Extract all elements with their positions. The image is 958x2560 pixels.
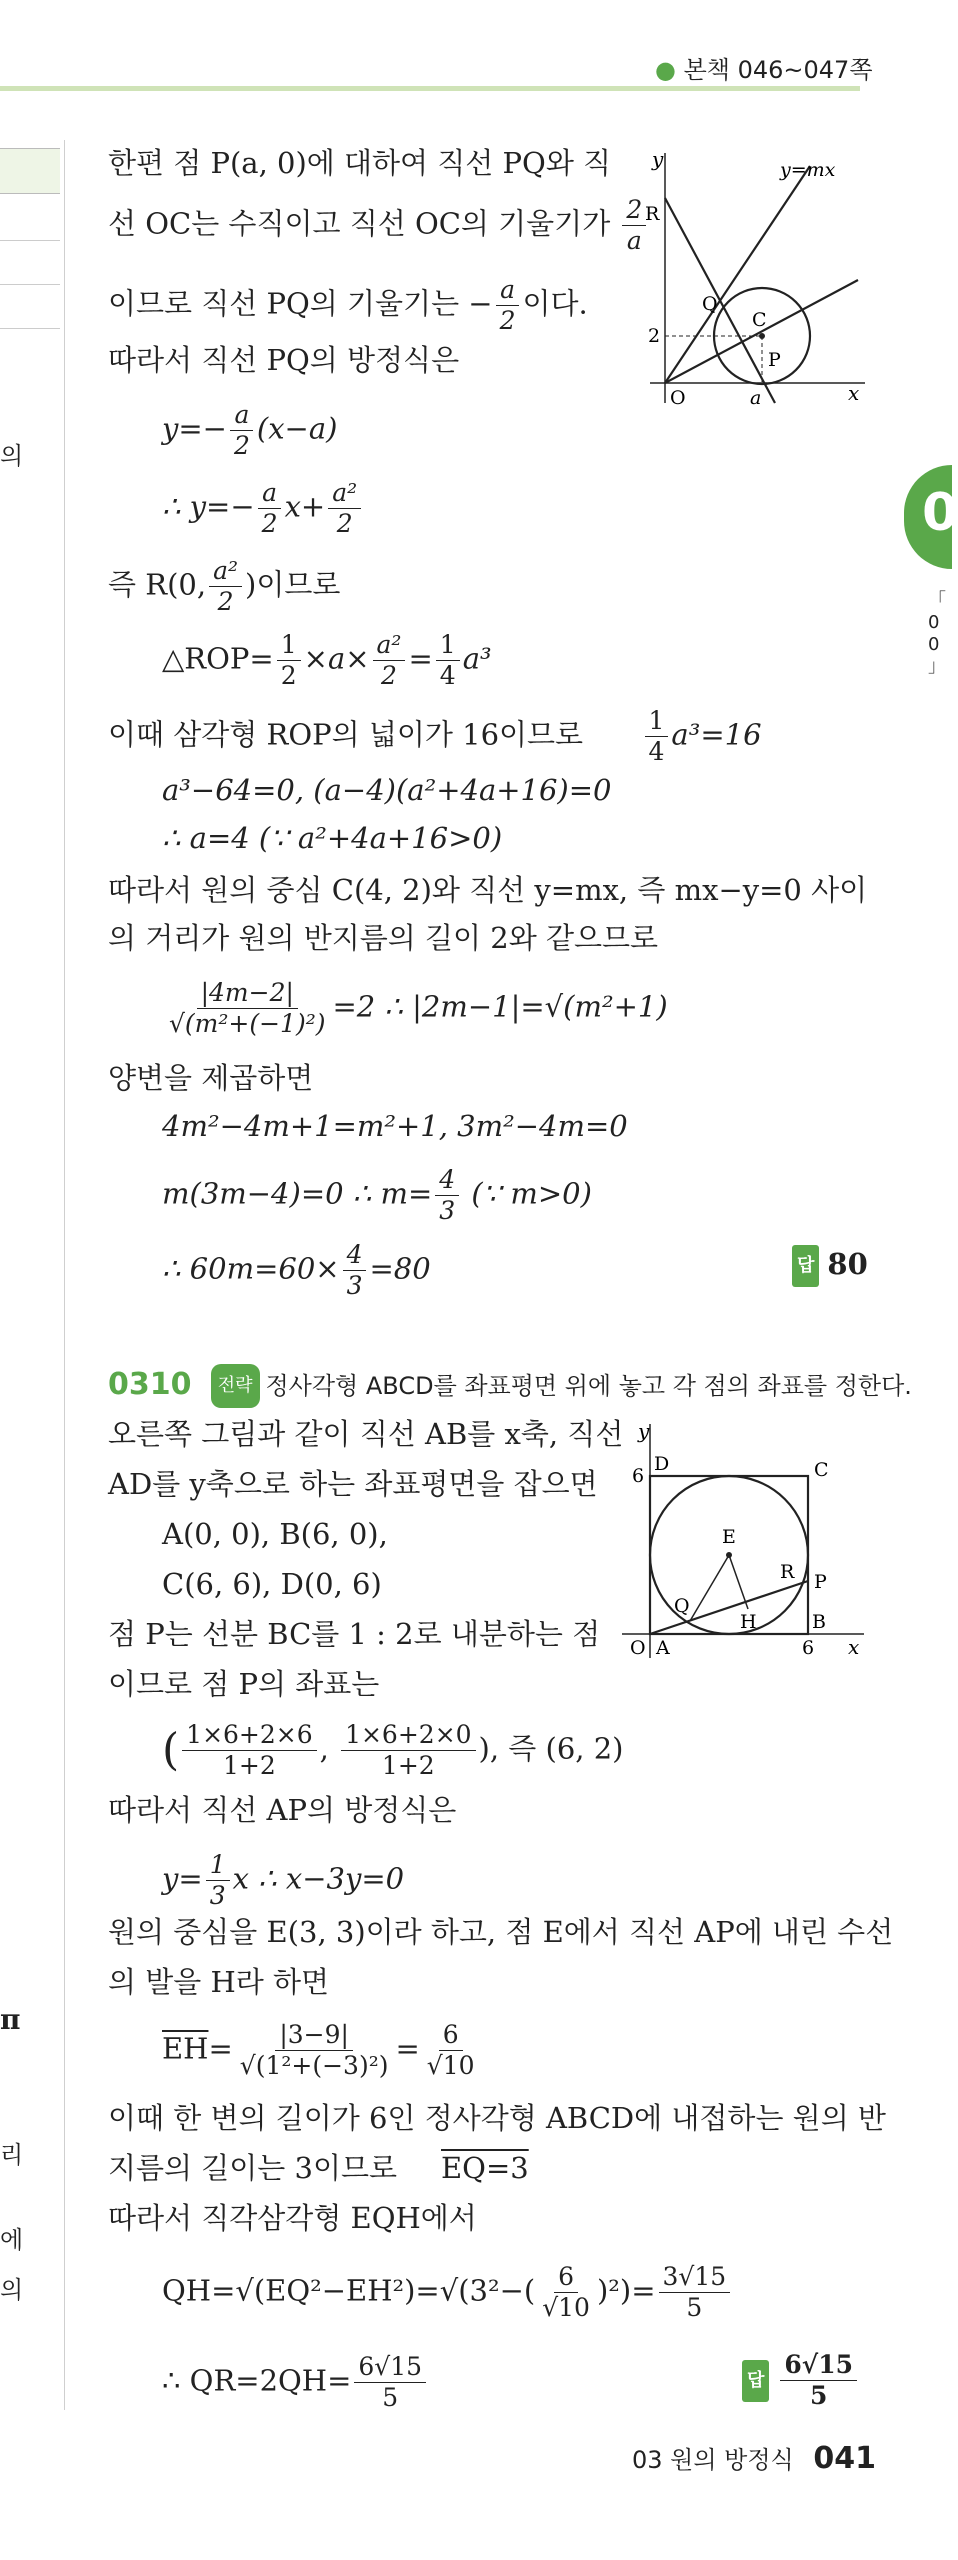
footer-chapter: 03 원의 방정식 [632, 2446, 794, 2474]
denominator: 5 [686, 2293, 703, 2322]
page-footer [632, 2440, 876, 2476]
equation [162, 478, 364, 539]
chapter-tab-label: 「 0 0 」 [928, 590, 946, 677]
x-axis-label: x [848, 1635, 860, 1659]
text-line [108, 195, 649, 256]
fraction [236, 2020, 393, 2081]
equation [162, 1240, 431, 1301]
equation [162, 2352, 429, 2413]
segment-eh [729, 1555, 748, 1609]
text-span: a³=16 [671, 717, 762, 752]
numerator: 1 [206, 1850, 230, 1881]
text-span: (∵ m>0) [462, 1176, 592, 1211]
denominator: 2 [499, 306, 516, 335]
text-line: 따라서 원의 중심 C(4, 2)와 직선 y=mx, 즉 mx−y=0 사이 [108, 873, 868, 907]
numerator: |4m−2| [197, 978, 298, 1009]
text-span: ∴ y=− [162, 489, 255, 524]
numerator: 2 [622, 195, 646, 226]
text-line: 한편 점 P(a, 0)에 대하여 직선 PQ와 직 [108, 146, 612, 180]
fraction [645, 706, 669, 767]
column-rule [64, 140, 65, 2410]
numerator: 4 [343, 1240, 367, 1271]
line-pq [665, 198, 775, 403]
fraction [373, 630, 406, 691]
answer-value: 80 [827, 1247, 868, 1281]
bullet: ● [655, 56, 676, 84]
a-label: a [750, 387, 762, 409]
point-d-label: D [654, 1453, 670, 1475]
point-r-label: R [780, 1561, 795, 1583]
equation: $\overline{EH}=$ $\frac{|3-9|}{\text{√(1²+(−3)²)}}$ = $\frac{6}{√10}$ [162, 2020, 482, 2081]
numerator: 6 [439, 2020, 463, 2051]
equation [162, 978, 668, 1039]
answer-fraction [780, 2350, 857, 2411]
text-span: EQ=3 [441, 2151, 529, 2185]
text-line: 양변을 제곱하면 [108, 1061, 314, 1095]
denominator: 5 [382, 2383, 399, 2412]
text-span: 선 OC는 수직이고 직선 OC의 기울기가 [108, 206, 611, 241]
denominator: 4 [439, 661, 456, 690]
numerator: a [496, 275, 519, 306]
equation: ∴ a=4 (∵ a²+4a+16>0) [162, 821, 503, 855]
margin-box [0, 148, 60, 194]
denominator: a [626, 226, 642, 255]
text-line: A(0, 0), B(6, 0), [162, 1517, 388, 1551]
denominator: 2 [280, 661, 297, 690]
numerator: 1 [436, 630, 460, 661]
tick-6-x: 6 [802, 1637, 815, 1659]
text-line: 오른쪽 그림과 같이 직선 AB를 x축, 직선 [108, 1417, 624, 1451]
equation: ( $\frac{1\times 6+2\times 6}{1+2}$ , $\frac{1\times 6+2\times 0}{1+2}$ ), 즉 (6, 2) [162, 1720, 624, 1780]
text-line: 따라서 직각삼각형 EQH에서 [108, 2201, 477, 2235]
point-c-label: C [814, 1459, 829, 1481]
fraction [423, 2020, 479, 2081]
text-span: = [408, 641, 433, 676]
text-line: AD를 y축으로 하는 좌표평면을 잡으면 [108, 1467, 598, 1501]
fraction [538, 2262, 594, 2323]
numerator: 1 [645, 706, 669, 737]
y-axis-label: y [652, 147, 664, 171]
denominator: 5 [810, 2381, 828, 2410]
numerator: 1×6+2×6 [182, 1720, 316, 1751]
denominator: 2 [217, 587, 234, 616]
equation [162, 630, 492, 691]
numerator: 3√15 [659, 2262, 731, 2293]
margin-fragment: π [0, 2003, 21, 2036]
text-span: (x−a) [256, 411, 338, 446]
text-span: ∴ QR=2QH= [162, 2363, 352, 2398]
answer [792, 1244, 868, 1287]
text-span: )이므로 [245, 567, 341, 602]
equation [162, 400, 337, 461]
header-divider [0, 86, 860, 91]
text-line: 점 P는 선분 BC를 1 : 2로 내분하는 점 [108, 1617, 601, 1651]
margin-rule [0, 240, 60, 241]
text-span: =80 [369, 1251, 431, 1286]
y-axis-label: y [638, 1419, 650, 1443]
point-e-label: E [722, 1526, 736, 1548]
text-span: a³ [462, 641, 492, 676]
text-span: ∴ 60m=60× [162, 1251, 340, 1286]
fraction [182, 1720, 316, 1781]
text-span: $\overline{EH}$ [162, 2031, 209, 2066]
text-line: 이때 한 변의 길이가 6인 정사각형 ABCD에 내접하는 원의 반 [108, 2101, 886, 2135]
point-c-label: C [752, 309, 767, 331]
margin-rule [0, 284, 60, 285]
fraction [354, 2352, 426, 2413]
margin-rule [0, 328, 60, 329]
text-line: 의 거리가 원의 반지름의 길이 2와 같으므로 [108, 921, 658, 955]
fraction [328, 478, 361, 539]
margin-fragment: 의 [0, 2276, 24, 2304]
equation: a³−64=0, (a−4)(a²+4a+16)=0 [162, 773, 612, 807]
text-span: 즉 R(0, [108, 567, 207, 602]
denominator: 3 [209, 1881, 226, 1910]
center-point [726, 1552, 732, 1558]
text-span: y= [162, 1861, 203, 1896]
text-span: x+ [284, 489, 326, 524]
denominator: 1+2 [223, 1751, 276, 1780]
text-line: 따라서 직선 AP의 방정식은 [108, 1793, 457, 1827]
text-line [108, 556, 340, 617]
text-line: 이므로 점 P의 좌표는 [108, 1667, 380, 1701]
fraction [341, 1720, 475, 1781]
numerator: a [230, 400, 253, 431]
fraction [435, 1165, 459, 1226]
numerator: 1×6+2×0 [341, 1720, 475, 1751]
numerator: a² [209, 556, 242, 587]
margin-fragment: 에 [0, 2226, 24, 2254]
chapter-tab [904, 465, 958, 569]
point-q-label: Q [674, 1595, 690, 1617]
line-label: y=mx [780, 159, 836, 181]
answer-badge: 답 [792, 1245, 819, 1287]
fraction [277, 630, 301, 691]
text-span: △ROP= [162, 641, 274, 676]
problem-header [108, 1364, 912, 1408]
origin-label: O [630, 1637, 646, 1659]
answer [742, 2350, 860, 2411]
origin-label: O [670, 387, 686, 409]
numerator: 6 [554, 2262, 578, 2293]
numerator: 6√15 [354, 2352, 426, 2383]
numerator: |3−9| [275, 2020, 353, 2051]
paren-open: ( [162, 1724, 180, 1776]
text-span: 이다. [522, 286, 588, 321]
numerator: a [258, 478, 281, 509]
fraction [659, 2262, 731, 2323]
numerator: a² [373, 630, 406, 661]
denominator: 2 [381, 661, 397, 690]
numerator: 6√15 [780, 2350, 857, 2381]
point-q-label: Q [702, 293, 718, 315]
equation [162, 1850, 404, 1911]
fraction [343, 1240, 367, 1301]
denominator: 3 [346, 1271, 363, 1300]
text-span: m(3m−4)=0 ∴ m= [162, 1176, 433, 1211]
line-om [665, 166, 810, 383]
denominator: 2 [233, 431, 250, 460]
x-axis-label: x [848, 381, 860, 405]
text-span: 이므로 직선 PQ의 기울기는 − [108, 286, 493, 321]
denominator: 2 [336, 509, 353, 538]
text-span: ×a× [303, 641, 370, 676]
margin-fragment: 리 [0, 2141, 24, 2169]
chapter-tab-number: 0 [922, 483, 958, 543]
figure-circle-tangent [640, 148, 870, 408]
text-line [108, 2148, 529, 2188]
text-span: ), 즉 (6, 2) [478, 1731, 624, 1766]
denominator: √(1²+(−3)²) [239, 2051, 389, 2080]
margin-fragment: 의 [0, 442, 24, 470]
denominator: √10 [426, 2051, 475, 2080]
point-a-label: A [656, 1637, 670, 1659]
segment-eq [690, 1555, 729, 1621]
equation: 4m²−4m+1=m²+1, 3m²−4m=0 [162, 1109, 628, 1143]
point-h-label: H [740, 1611, 757, 1633]
text-line: 원의 중심을 E(3, 3)이라 하고, 점 E에서 직선 AP에 내린 수선 [108, 1915, 894, 1949]
denominator: 2 [261, 509, 278, 538]
center-point [759, 333, 765, 339]
equation [162, 2262, 733, 2323]
text-span: QH=√(EQ²−EH²)=√(3²−( [162, 2273, 536, 2308]
figure-square-circle [612, 1418, 872, 1668]
text-span: )²)= [596, 2273, 656, 2308]
text-line [108, 706, 762, 767]
point-p-label: P [814, 1571, 827, 1593]
numerator: 4 [435, 1165, 459, 1196]
page-number: 041 [813, 2441, 876, 2476]
fraction [209, 556, 242, 617]
point-b-label: B [812, 1611, 826, 1633]
text-line: 따라서 직선 PQ의 방정식은 [108, 343, 460, 377]
denominator: 1+2 [381, 1751, 435, 1780]
fraction [258, 478, 282, 539]
book-ref-text: 본책 046~047쪽 [683, 56, 873, 84]
fraction [206, 1850, 230, 1911]
denominator: √(m²+(−1)²) [169, 1009, 326, 1038]
numerator: 1 [277, 630, 301, 661]
problem-number: 0310 [108, 1367, 192, 1402]
text-line: C(6, 6), D(0, 6) [162, 1567, 382, 1601]
point-p-label: P [768, 349, 781, 371]
fraction [165, 978, 330, 1039]
text-span: 지름의 길이는 3이므로 [108, 2151, 398, 2185]
fraction [436, 630, 460, 691]
book-reference [655, 50, 873, 85]
fraction [496, 275, 520, 336]
text-span: y=− [162, 411, 227, 446]
text-span: =2 ∴ |2m−1|=√(m²+1) [332, 989, 668, 1024]
denominator: 4 [648, 737, 665, 766]
strategy-badge: 전략 [211, 1364, 260, 1408]
tick-6-y: 6 [632, 1465, 645, 1487]
denominator: √10 [542, 2293, 590, 2322]
text-line [108, 275, 588, 336]
denominator: 3 [439, 1196, 456, 1225]
point-r-label: R [645, 203, 660, 225]
numerator: a² [328, 478, 361, 509]
text-line: 의 발을 H라 하면 [108, 1965, 330, 1999]
equation [162, 1165, 592, 1226]
two-label: 2 [648, 325, 661, 347]
text-span: x ∴ x−3y=0 [232, 1861, 405, 1896]
text-span: 이때 삼각형 ROP의 넓이가 16이므로 [108, 717, 584, 752]
answer-badge: 답 [742, 2360, 769, 2402]
fraction [230, 400, 254, 461]
strategy-text: 정사각형 ABCD를 좌표평면 위에 놓고 각 점의 좌표를 정한다. [265, 1372, 912, 1400]
